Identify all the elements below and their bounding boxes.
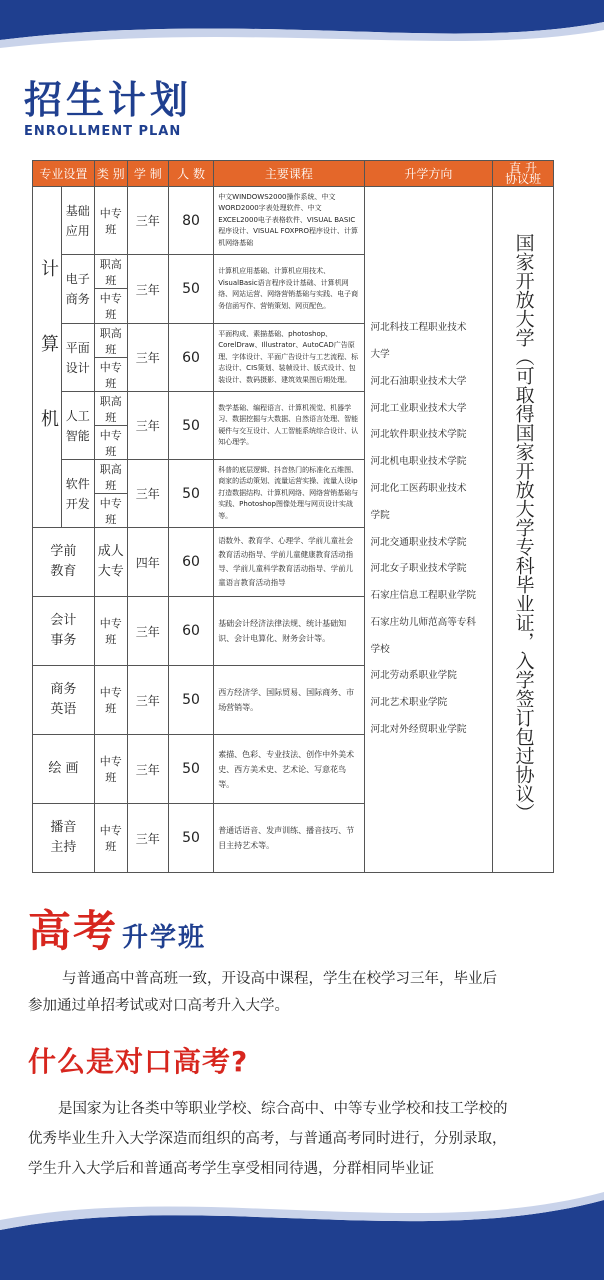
header-courses: 主要课程 <box>214 161 364 187</box>
header-direction: 升学方向 <box>364 161 493 187</box>
study-years: 四年 <box>127 528 168 597</box>
study-years: 三年 <box>127 324 168 392</box>
course-list: 语数外、教育学、心理学、学前儿童社会教育活动指导、学前儿童健康教育活动指导、学前儿童科学教育活动指导、学前儿童语言教育活动指导 <box>214 528 364 597</box>
enrollment-count: 50 <box>168 666 213 735</box>
class-type: 中专班 <box>94 804 127 873</box>
class-type: 中专班 <box>94 494 127 528</box>
study-years: 三年 <box>127 460 168 528</box>
course-list: 中文WINDOWS2000操作系统、中文WORD2000字表处理软件、中文EXCEL2000电子表格软件、VISUAL BASIC程序设计、VISUAL FOXPRO程序设计、计算机网络基础 <box>214 187 364 255</box>
gaokao-heading <box>28 898 206 959</box>
class-type: 成人 大专 <box>94 528 127 597</box>
class-type: 中专班 <box>94 358 127 392</box>
major-name: 商务 英语 <box>33 666 95 735</box>
header-direct <box>493 161 554 187</box>
study-years: 三年 <box>127 392 168 460</box>
university-name: 学院 <box>370 509 390 521</box>
bottom-wave-band <box>0 1190 604 1280</box>
gaokao-paragraph-line-2: 参加通过单招考试或对口高考升入大学。 <box>28 998 289 1014</box>
major-name: 学前 教育 <box>33 528 95 597</box>
duikou-line-2: 优秀毕业生升入大学深造而组织的高考，与普通高考同时进行，分别录取， <box>28 1131 507 1147</box>
major-name: 平面 设计 <box>61 324 94 392</box>
major-name: 播音 主持 <box>33 804 95 873</box>
study-years: 三年 <box>127 804 168 873</box>
university-name: 河北劳动系职业学院 <box>370 670 457 682</box>
enrollment-count: 50 <box>168 735 213 804</box>
top-wave-band <box>0 0 604 60</box>
page-title: 招生计划 <box>24 78 193 122</box>
gaokao-main-title: 高考 <box>28 907 118 957</box>
major-name: 软件 开发 <box>61 460 94 528</box>
university-name: 河北工业职业技术大学 <box>370 402 467 414</box>
class-type: 职高班 <box>94 460 127 494</box>
class-type: 中专班 <box>94 289 127 324</box>
course-list: 平面构成、素描基础、photoshop、CorelDraw、Illustrator、AutoCAD广告原理、字体设计、平面广告设计与工艺流程、标志设计、CIS策划、装帧设计、版式设计、包装设计、数码摄影、建筑效果图后期处理。 <box>214 324 364 392</box>
class-type: 中专班 <box>94 187 127 255</box>
university-name: 石家庄幼儿师范高等专科 <box>370 616 477 628</box>
class-type: 中专班 <box>94 426 127 460</box>
course-list: 计算机应用基础、计算机应用技术、VisualBasic语言程序设计基础、计算机网络、网站运营、网络营销基础与实践、电子商务信函写作、营销策划、网页配色。 <box>214 255 364 324</box>
course-list: 数学基础、编程语言、计算机视觉、机器学习、数据挖掘与大数据、自然语言处理、智能硬件与交互设计、人工智能系统综合设计、认知心理学。 <box>214 392 364 460</box>
university-name: 大学 <box>370 348 390 360</box>
enrollment-count: 50 <box>168 460 213 528</box>
class-type: 职高班 <box>94 255 127 289</box>
university-list <box>364 187 493 873</box>
header-major: 专业设置 <box>33 161 95 187</box>
university-name: 河北女子职业技术学院 <box>370 563 467 575</box>
course-list: 基础会计经济法律法规、统计基础知识、会计电算化、财务会计等。 <box>214 597 364 666</box>
study-years: 三年 <box>127 187 168 255</box>
major-name: 会计 事务 <box>33 597 95 666</box>
university-name: 河北石油职业技术大学 <box>370 375 467 387</box>
page-subtitle: ENROLLMENT PLAN <box>24 124 182 139</box>
university-name: 学校 <box>370 643 390 655</box>
category-computer: 计 算 机 <box>33 187 62 528</box>
gaokao-subtitle: 升学班 <box>122 923 207 953</box>
gaokao-paragraph-line-1: 与普通高中普高班一致，开设高中课程，学生在校学习三年，毕业后 <box>62 971 497 987</box>
university-name: 河北机电职业技术学院 <box>370 456 467 468</box>
enrollment-count: 50 <box>168 392 213 460</box>
header-years: 学 制 <box>127 161 168 187</box>
header-type: 类 别 <box>94 161 127 187</box>
class-type: 职高班 <box>94 324 127 358</box>
class-type: 中专班 <box>94 735 127 804</box>
course-list: 科普的底层逻辑、抖音热门的标准化五维图、商家的活动策划、流量运营实操、流量人设ip打造数据结构、计算机网络、网络营销基础与实践、Photoshop图像处理与网页设计实战等。 <box>214 460 364 528</box>
study-years: 三年 <box>127 597 168 666</box>
course-list: 普通话语音、发声训练、播音技巧、节目主持艺术等。 <box>214 804 364 873</box>
university-name: 河北科技工程职业技术 <box>370 322 467 334</box>
title-block <box>24 78 192 139</box>
table-header-row <box>33 161 554 187</box>
study-years: 三年 <box>127 666 168 735</box>
enrollment-count: 80 <box>168 187 213 255</box>
university-name: 河北交通职业技术学院 <box>370 536 467 548</box>
study-years: 三年 <box>127 735 168 804</box>
university-name: 石家庄信息工程职业学院 <box>370 590 477 602</box>
duikou-line-1: 是国家为让各类中等职业学校、综合高中、中等专业学校和技工学校的 <box>58 1101 508 1117</box>
university-name: 河北对外经贸职业学院 <box>370 724 467 736</box>
university-name: 河北化工医药职业技术 <box>370 482 467 494</box>
duikou-title: 什么是对口高考? <box>28 1045 249 1078</box>
header-count: 人 数 <box>168 161 213 187</box>
enrollment-table <box>32 160 554 873</box>
class-type: 中专班 <box>94 597 127 666</box>
major-name: 电子 商务 <box>61 255 94 324</box>
enrollment-count: 50 <box>168 804 213 873</box>
enrollment-count: 60 <box>168 324 213 392</box>
table-row <box>33 187 554 255</box>
major-name: 人工 智能 <box>61 392 94 460</box>
class-type: 职高班 <box>94 392 127 426</box>
enrollment-count: 60 <box>168 597 213 666</box>
header-direct-label: 直 升 协议班 <box>505 160 542 186</box>
direct-upgrade-cell <box>493 187 554 873</box>
course-list: 素描、色彩、专业技法、创作中外美术史、西方美术史、艺术论、写意花鸟等。 <box>214 735 364 804</box>
class-type: 中专班 <box>94 666 127 735</box>
enrollment-count: 50 <box>168 255 213 324</box>
enrollment-count: 60 <box>168 528 213 597</box>
university-name: 河北艺术职业学院 <box>370 697 448 709</box>
study-years: 三年 <box>127 255 168 324</box>
major-name: 绘 画 <box>33 735 95 804</box>
direct-upgrade-text: 国家开放大学（可取得国家开放大学专科毕业证，入学签订包过协议） <box>512 232 535 822</box>
duikou-line-3: 学生升入大学后和普通高考学生享受相同待遇，分群相同毕业证 <box>28 1161 434 1177</box>
major-name: 基础 应用 <box>61 187 94 255</box>
university-name: 河北软件职业技术学院 <box>370 429 467 441</box>
course-list: 西方经济学、国际贸易、国际商务、市场营销等。 <box>214 666 364 735</box>
